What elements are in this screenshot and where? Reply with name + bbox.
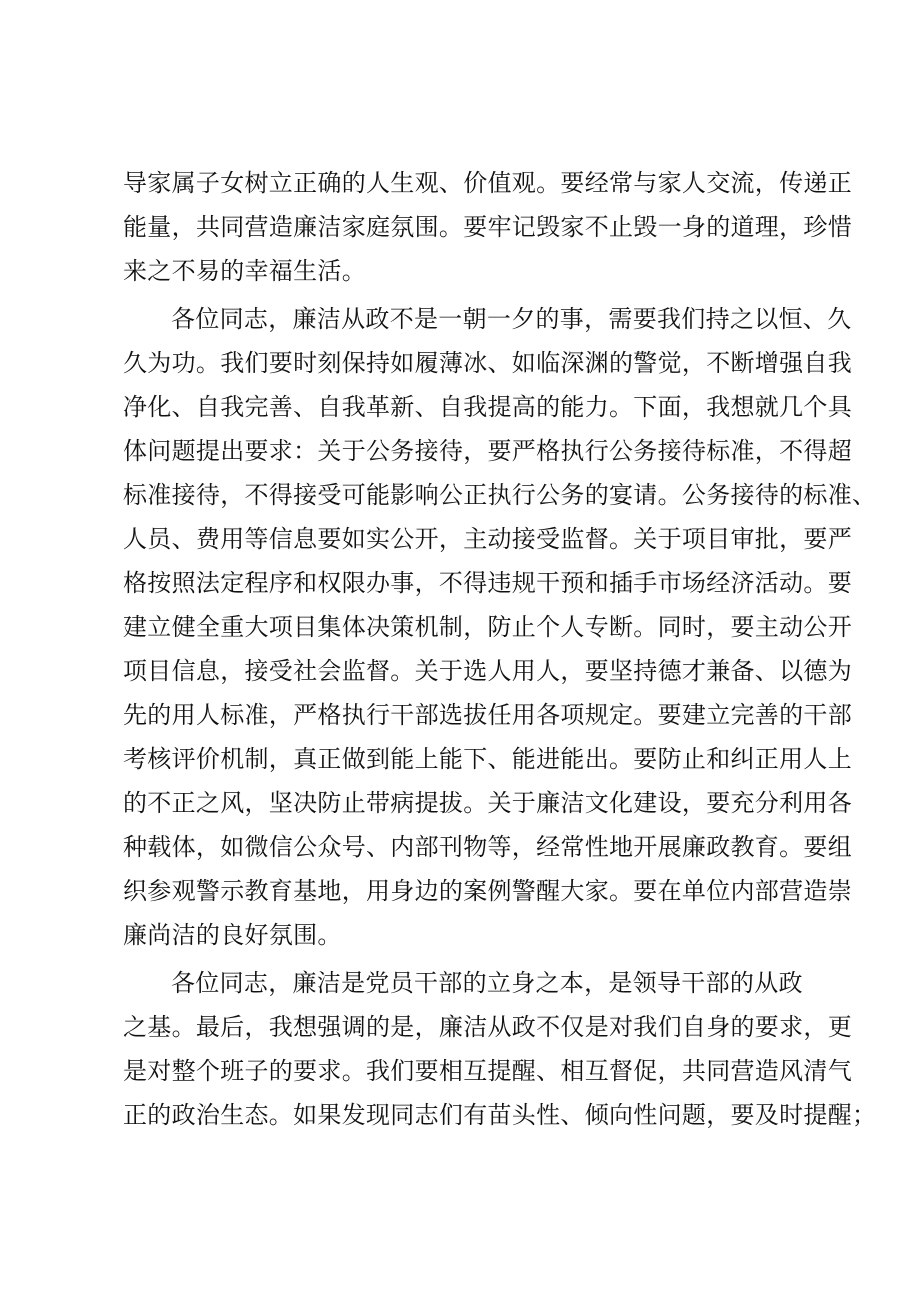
paragraph-2-line-11: 考核评价机制，真正做到能上能下、能进能出。要防止和纠正用人上 <box>123 745 852 773</box>
paragraph-1-line-2: 能量，共同营造廉洁家庭氛围。要牢记毁家不止毁一身的道理，珍惜 <box>123 213 852 241</box>
paragraph-2-line-12: 的不正之风，坚决防止带病提拔。关于廉洁文化建设，要充分利用各 <box>123 789 852 817</box>
paragraph-3-line-1: 各位同志，廉洁是党员干部的立身之本，是领导干部的从政 <box>171 969 803 997</box>
paragraph-2-line-7: 格按照法定程序和权限办事，不得违规干预和插手市场经济活动。要 <box>123 569 852 597</box>
paragraph-2-line-13: 种载体，如微信公众号、内部刊物等，经常性地开展廉政教育。要组 <box>123 833 852 861</box>
paragraph-3-line-4: 正的政治生态。如果发现同志们有苗头性、倾向性问题，要及时提醒； <box>123 1101 877 1129</box>
paragraph-3-line-2: 之基。最后，我想强调的是，廉洁从政不仅是对我们自身的要求，更 <box>123 1013 852 1041</box>
paragraph-2-line-3: 净化、自我完善、自我革新、自我提高的能力。下面，我想就几个具 <box>123 393 852 421</box>
paragraph-2-line-14: 织参观警示教育基地，用身边的案例警醒大家。要在单位内部营造崇 <box>123 877 852 905</box>
paragraph-1-line-1: 导家属子女树立正确的人生观、价值观。要经常与家人交流，传递正 <box>123 169 852 197</box>
paragraph-2-line-4: 体问题提出要求：关于公务接待，要严格执行公务接待标准，不得超 <box>123 437 852 465</box>
paragraph-2-line-6: 人员、费用等信息要如实公开，主动接受监督。关于项目审批，要严 <box>123 525 852 553</box>
paragraph-2-line-1: 各位同志，廉洁从政不是一朝一夕的事，需要我们持之以恒、久 <box>171 305 852 333</box>
paragraph-2-line-9: 项目信息，接受社会监督。关于选人用人，要坚持德才兼备、以德为 <box>123 657 852 685</box>
paragraph-2-line-2: 久为功。我们要时刻保持如履薄冰、如临深渊的警觉，不断增强自我 <box>123 349 852 377</box>
paragraph-3-line-3: 是对整个班子的要求。我们要相互提醒、相互督促，共同营造风清气 <box>123 1057 852 1085</box>
paragraph-1-line-3: 来之不易的幸福生活。 <box>123 257 366 285</box>
paragraph-2-line-8: 建立健全重大项目集体决策机制，防止个人专断。同时，要主动公开 <box>123 613 852 641</box>
paragraph-2-line-10: 先的用人标准，严格执行干部选拔任用各项规定。要建立完善的干部 <box>123 701 852 729</box>
paragraph-2-line-5: 标准接待，不得接受可能影响公正执行公务的宴请。公务接待的标准、 <box>123 481 877 509</box>
paragraph-2-line-15: 廉尚洁的良好氛围。 <box>123 921 342 949</box>
